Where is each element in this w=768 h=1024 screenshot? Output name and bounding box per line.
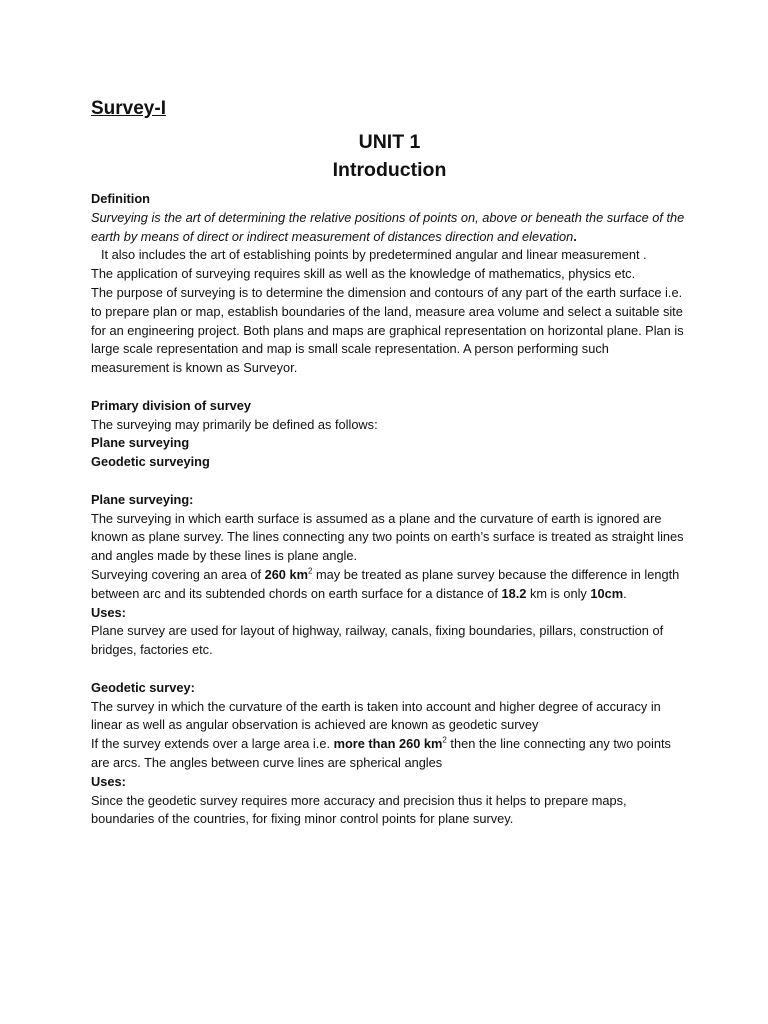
definition-italic-text: Surveying is the art of determining the relative positions of points on, above or beneath the surface of the earth by means of direct or indirect measurement of distances direction and elevation [91,209,685,244]
division-item-geodetic: Geodetic surveying [91,454,210,470]
plane-text-a: Surveying covering an area of [91,566,265,582]
geodetic-text-b: then the line connecting any two points are arcs. The angles between curve lines are spherical angles [91,736,671,770]
geodetic-uses-heading: Uses: [91,773,126,789]
plane-area-exponent: 2 [307,566,313,576]
plane-uses-heading: Uses: [91,604,126,620]
document-title: Survey-I [91,98,166,119]
geodetic-paragraph-2 [91,735,688,773]
primary-division-intro: The surveying may primarily be defined as follows: [91,416,378,432]
division-item-plane: Plane surveying [91,435,190,451]
plane-text-b: may be treated as plane survey because the difference in length between arc and its subtended chords on earth surface for a distance of [91,566,680,601]
plane-text-c: km is only [526,585,591,601]
plane-text-d: . [623,585,627,601]
definition-heading: Definition [91,191,150,206]
geodetic-survey-section [91,679,688,829]
geodetic-uses-text: Since the geodetic survey requires more accuracy and precision thus it helps to prepare maps, boundaries of the countries, for fixing minor control points for plane survey. [91,792,627,827]
plane-difference-value: 10cm [590,585,624,601]
definition-paragraph-2: It also includes the art of establishing points by predetermined angular and linear measurement . [101,247,647,263]
plane-surveying-section [91,491,688,660]
plane-area-value: 260 km [264,566,308,582]
primary-division-heading: Primary division of survey [91,397,252,413]
spacer [91,472,688,491]
plane-surveying-paragraph-2 [91,566,688,604]
definition-section [91,190,688,378]
definition-paragraph-4: The purpose of surveying is to determine the dimension and contours of any part of the earth surface i.e. to prepare plan or map, establish boundaries of the land, measure area volume and select a suitable site for an engineering project. Both plans and maps are graphical representation on horizontal plane. Plan is large scale representation and map is small scale representation. A person performing such measurement is known as Surveyor. [91,284,684,376]
definition-period: . [573,228,577,244]
primary-division-section [91,397,688,472]
geodetic-text-a: If the survey extends over a large area i.e. [91,736,334,752]
plane-surveying-paragraph-1: The surveying in which earth surface is assumed as a plane and the curvature of earth is ignored are known as plane survey. The lines connecting any two points on earth’s surface is treated as straight lines and angles made by these lines is plane angle. [91,510,684,564]
geodetic-area-exponent: 2 [442,735,447,745]
plane-surveying-heading: Plane surveying: [91,491,194,507]
geodetic-paragraph-1: The survey in which the curvature of the earth is taken into account and higher degree of accuracy in linear as well as angular observation is achieved are known as geodetic survey [91,698,661,733]
spacer [91,378,688,397]
plane-uses-text: Plane survey are used for layout of highway, railway, canals, fixing boundaries, pillars, construction of bridges, factories etc. [91,623,664,658]
definition-paragraph-3: The application of surveying requires skill as well as the knowledge of mathematics, physics etc. [91,266,636,282]
definition-text [91,209,688,247]
geodetic-area-value: more than 260 km [333,736,443,752]
unit-heading: UNIT 1 [358,131,421,153]
geodetic-survey-heading: Geodetic survey: [91,679,195,695]
spacer [91,660,688,679]
plane-distance-value: 18.2 [501,585,527,601]
chapter-heading: Introduction [332,159,447,181]
